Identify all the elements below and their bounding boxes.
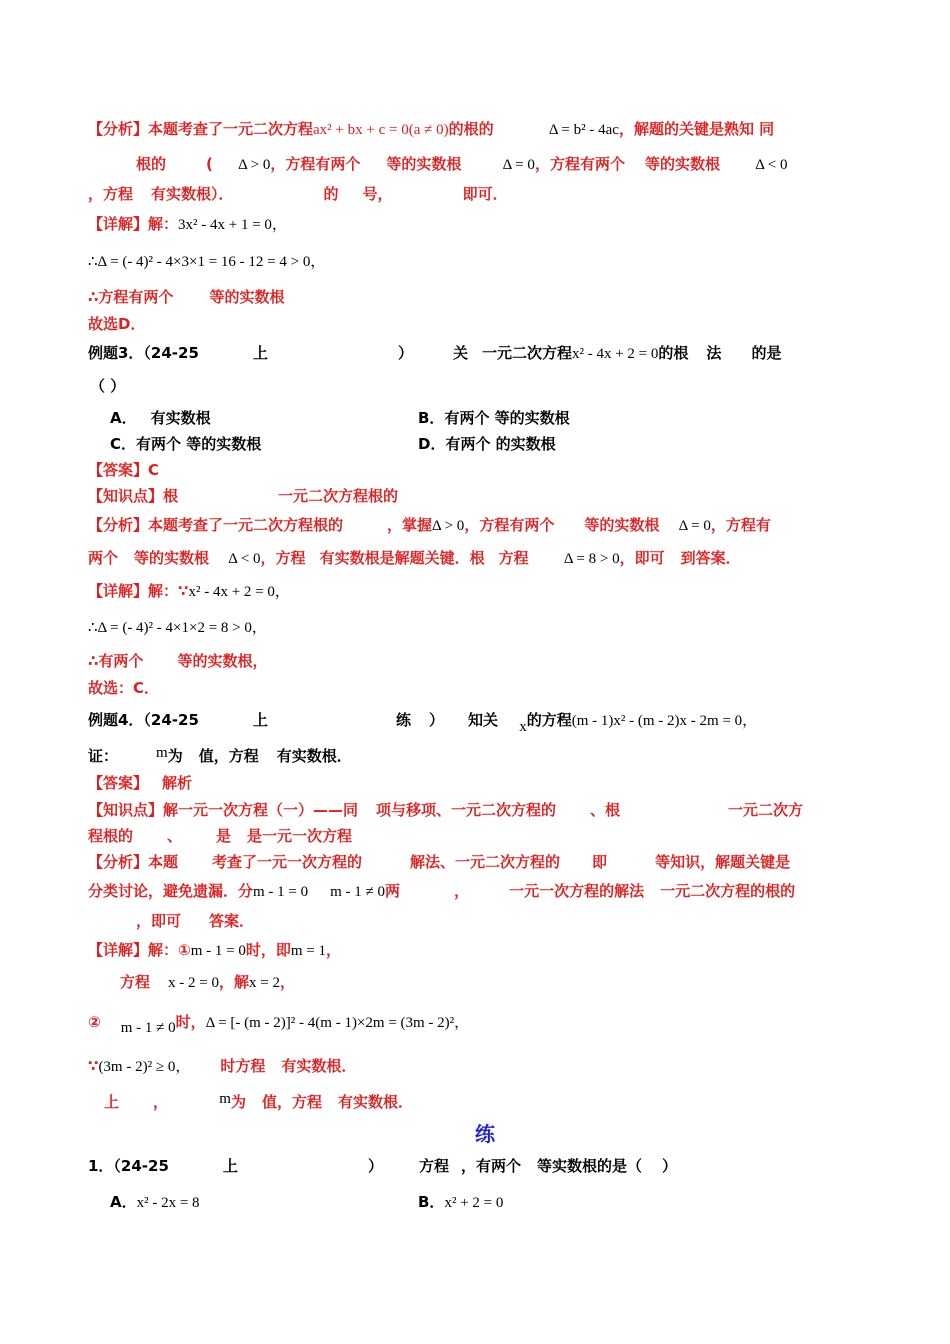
practice-title: 练 xyxy=(475,1122,495,1146)
ex2-detail: 【详解】解：3x² - 4x + 1 = 0， xyxy=(88,215,287,233)
ex2-analysis-line2: 根的 ( Δ > 0，方程有两个 等的实数根 Δ = 0，方程有两个 等的实数根 Δ < 0 xyxy=(136,155,788,173)
ex3-analysis-line2: 两个 等的实数根 Δ < 0，方程 有实数根是解题关键．根 方程 Δ = 8 > 0，即可 到答案． xyxy=(88,549,741,567)
ex3-paren: （ ） xyxy=(90,377,126,395)
ex2-analysis-line3: ，方程 有实数根）． 的 号， 即可． xyxy=(88,185,508,203)
ex3-knowledge: 【知识点】根 一元二次方程根的 xyxy=(88,487,399,505)
ex3-option-b: B．有两个 等的实数根 xyxy=(418,409,570,427)
ex4-answer: 【答案】 解析 xyxy=(88,774,193,792)
ex3-choice: 故选：C． xyxy=(88,679,160,697)
ex4-analysis-line3: ，即可 答案． xyxy=(136,912,255,930)
ex4-analysis-line1: 【分析】本题 考查了一元一次方程的 解法、一元二次方程的 即 等知识，解题关键是 xyxy=(88,853,791,871)
ex4-prove: 证： m为 值，方程 有实数根． xyxy=(88,745,352,765)
ex2-delta-calc: ∴Δ = (- 4)² - 4×3×1 = 16 - 12 = 4 > 0， xyxy=(88,254,326,270)
ex4-question: 例题4．（24-25 上 练 ） 知关 x的方程(m - 1)x² - (m - 2)x - 2m = 0， xyxy=(88,711,758,735)
ex3-conclusion: ∴有两个 等的实数根， xyxy=(88,652,268,670)
ex4-detail-line1: 【详解】解：①m - 1 = 0时，即m = 1， xyxy=(88,941,341,959)
ex3-delta-calc: ∴Δ = (- 4)² - 4×1×2 = 8 > 0， xyxy=(88,620,267,636)
ex4-since: ∵(3m - 2)² ≥ 0， 时方程 有实数根． xyxy=(88,1057,357,1075)
ex3-option-a: A． 有实数根 xyxy=(110,409,211,427)
practice-q1: 1．（24-25 上 ） 方程 ，有两个 等实数根的是（ ） xyxy=(88,1157,678,1175)
ex4-knowledge-line1: 【知识点】解一元一次方程（一）——同 项与移项、一元二次方程的 、根 一元二次方 xyxy=(88,801,804,819)
ex4-case2: ② m - 1 ≠ 0时，Δ = [- (m - 2)]² - 4(m - 1)×2m = (3m - 2)²， xyxy=(88,1013,470,1036)
ex2-analysis-line1: 【分析】本题考查了一元二次方程ax² + bx + c = 0(a ≠ 0)的根的 Δ = b² - 4ac，解题的关键是熟知 同 xyxy=(88,120,775,138)
ex3-answer: 【答案】C xyxy=(88,461,160,479)
ex3-question: 例题3．（24-25 上 ） 关 一元二次方程x² - 4x + 2 = 0的根 法 的是 xyxy=(88,344,782,362)
ex4-analysis-line2: 分类讨论，避免遗漏．分m - 1 = 0 m - 1 ≠ 0两 ， 一元一次方程的解法 一元二次方程的根的 xyxy=(88,882,796,900)
ex2-conclusion: ∴方程有两个 等的实数根 xyxy=(88,288,285,306)
ex3-option-d: D．有两个 的实数根 xyxy=(418,435,556,453)
ex3-analysis-line1: 【分析】本题考查了一元二次方程根的 ，掌握Δ > 0，方程有两个 等的实数根 Δ = 0，方程有 xyxy=(88,516,771,534)
ex4-detail-line2: 方程 x - 2 = 0，解x = 2， xyxy=(120,973,295,991)
ex3-option-c: C．有两个 等的实数根 xyxy=(110,435,262,453)
practice-q1-option-b: B．x² + 2 = 0 xyxy=(418,1193,504,1211)
ex3-detail: 【详解】解：∵x² - 4x + 2 = 0， xyxy=(88,582,290,600)
practice-q1-option-a: A．x² - 2x = 8 xyxy=(110,1193,200,1211)
ex4-knowledge-line2: 程根的 、 是 是一元一次方程 xyxy=(88,827,353,845)
ex2-choice: 故选D． xyxy=(88,315,146,333)
ex4-summary: 上 ， m为 值，方程 有实数根． xyxy=(104,1091,413,1111)
